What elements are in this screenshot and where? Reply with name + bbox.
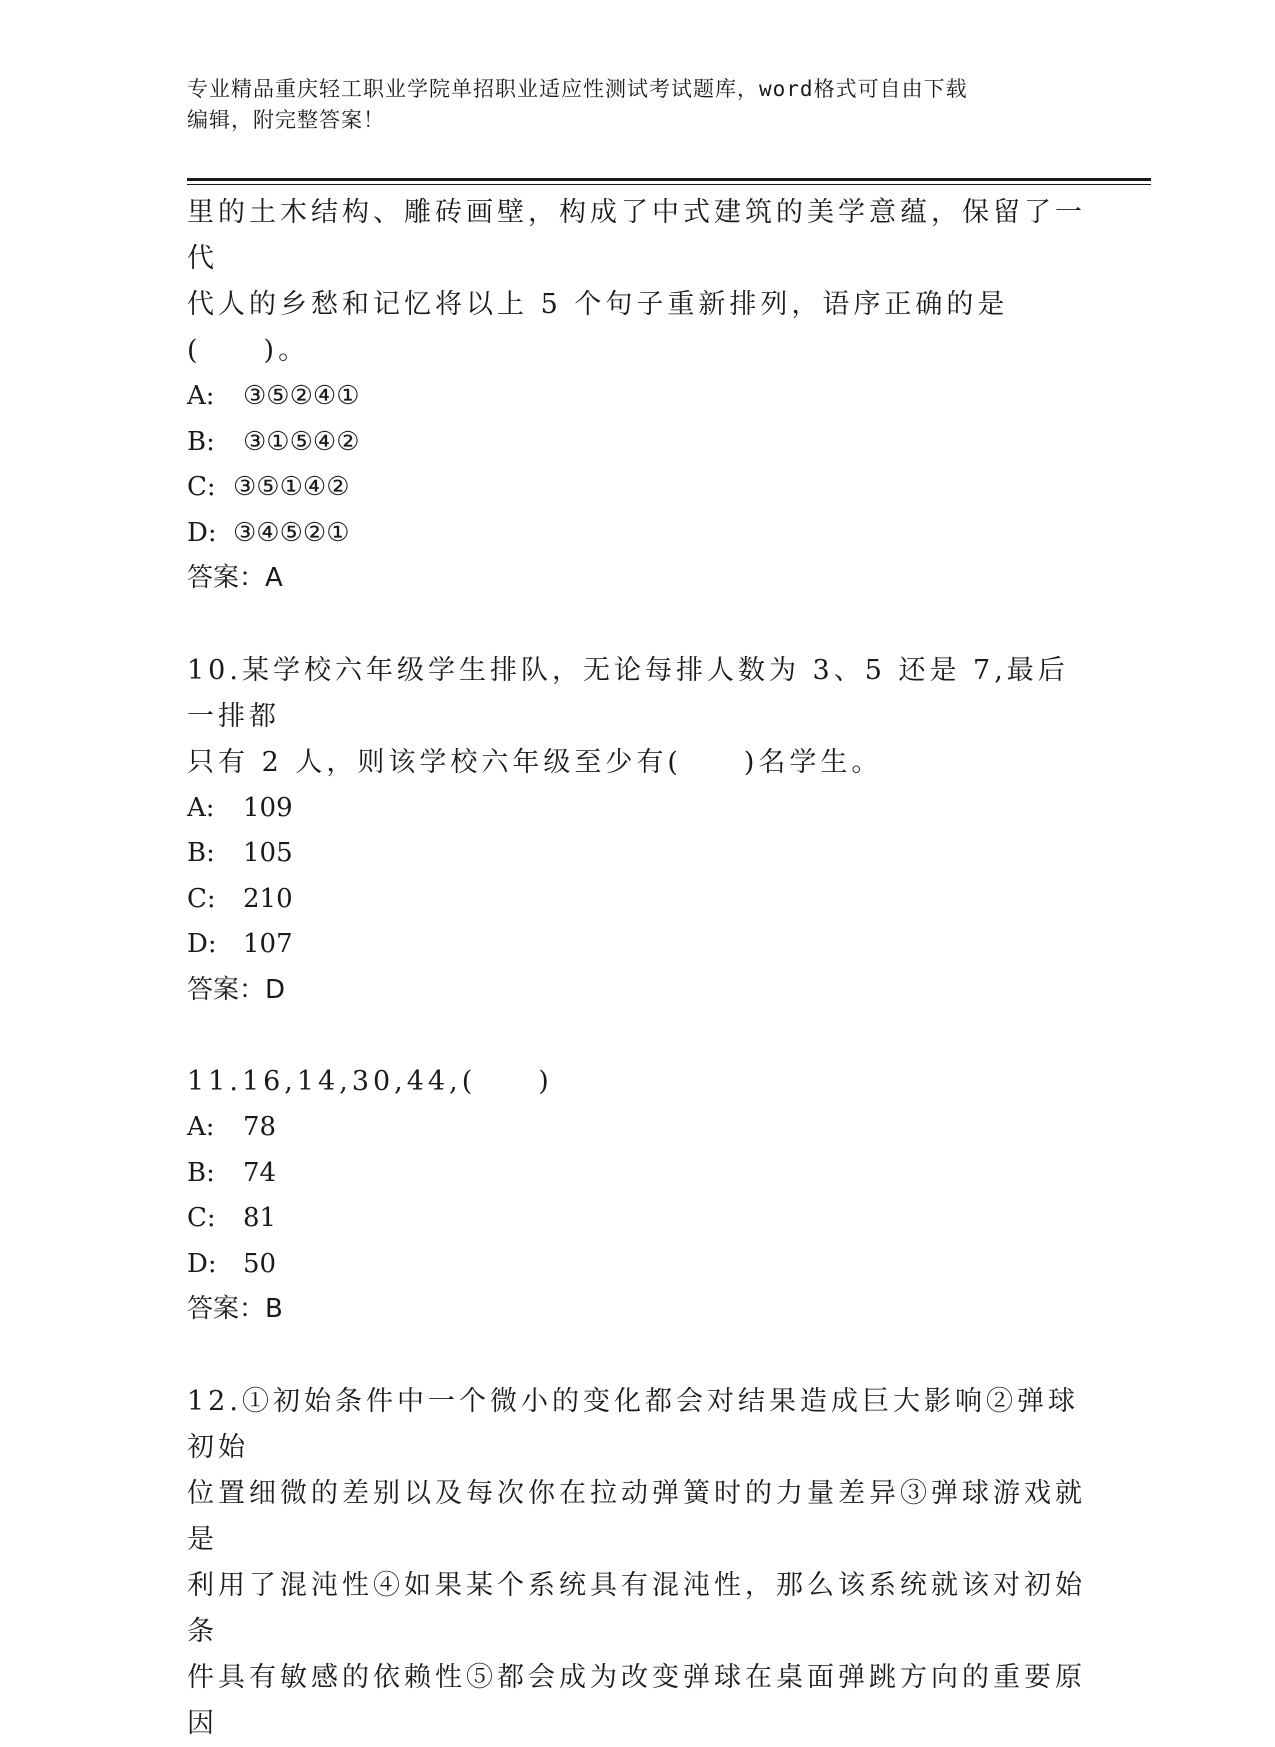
question-11 [187, 1059, 1087, 1333]
question-12 [187, 1379, 1087, 1747]
answer-line: 答案：A [187, 563, 283, 593]
question-text-line: 里的土木结构、雕砖画壁，构成了中式建筑的美学意蕴，保留了一代 [187, 197, 1086, 274]
option-value: ③①⑤④② [243, 426, 360, 457]
option-key: D: [187, 517, 217, 548]
header-line-2: 编辑，附完整答案！ [187, 108, 385, 132]
option-a [187, 374, 1087, 420]
question-text-line: 利用了混沌性④如果某个系统具有混沌性，那么该系统就该对初始条 [187, 1569, 1086, 1647]
option-b [187, 831, 1087, 877]
option-value: 105 [243, 838, 293, 868]
option-key: A: [187, 381, 215, 411]
question-text-line: 件具有敏感的依赖性⑤都会成为改变弹球在桌面弹跳方向的重要原因 [187, 1661, 1086, 1739]
document-body [187, 190, 1087, 1747]
question-text-line: 12.①初始条件中一个微小的变化都会对结果造成巨大影响②弹球初始 [187, 1385, 1079, 1463]
option-d [187, 1242, 1087, 1288]
option-key: B: [187, 426, 215, 457]
option-d [187, 511, 1087, 557]
document-header [187, 74, 1067, 136]
option-value: 74 [243, 1157, 277, 1188]
option-value: ③④⑤②① [233, 517, 350, 548]
option-key: C: [187, 1203, 216, 1233]
option-c [187, 465, 1087, 511]
option-key: C: [187, 472, 216, 502]
answer-line: 答案：B [187, 1294, 283, 1324]
option-key: C: [187, 883, 216, 914]
question-10 [187, 648, 1087, 1014]
question-text-line: 代人的乡愁和记忆将以上 5 个句子重新排列，语序正确的是( )。 [187, 289, 1009, 366]
option-value: 109 [243, 792, 293, 823]
option-c [187, 1196, 1087, 1242]
option-key: D: [187, 929, 217, 959]
option-value: 50 [243, 1248, 277, 1279]
option-value: 78 [243, 1112, 277, 1142]
question-9 [187, 190, 1087, 602]
option-a [187, 1105, 1087, 1151]
header-divider-thick [187, 178, 1151, 181]
option-b [187, 420, 1087, 466]
option-value: 210 [243, 883, 293, 914]
header-divider-thin [187, 184, 1151, 185]
option-key: D: [187, 1248, 217, 1279]
option-a [187, 786, 1087, 832]
spacer [187, 602, 1087, 648]
option-key: A: [187, 792, 215, 823]
question-text-line: 只有 2 人，则该学校六年级至少有( )名学生。 [187, 746, 883, 778]
spacer [187, 1333, 1087, 1379]
option-value: ③⑤②④① [243, 381, 360, 411]
answer-line: 答案：D [187, 974, 286, 1005]
option-value: 107 [243, 929, 293, 959]
spacer [187, 1013, 1087, 1059]
option-d [187, 922, 1087, 968]
question-text-line: 11.16,14,30,44,( ) [187, 1066, 553, 1097]
question-text-line: 位置细微的差别以及每次你在拉动弹簧时的力量差异③弹球游戏就是 [187, 1477, 1086, 1555]
option-value: ③⑤①④② [233, 472, 350, 502]
option-b [187, 1151, 1087, 1197]
option-value: 81 [243, 1203, 277, 1233]
option-key: A: [187, 1112, 215, 1142]
question-text-line: 10.某学校六年级学生排队，无论每排人数为 3、5 还是 7,最后一排都 [187, 654, 1069, 732]
option-key: B: [187, 838, 215, 868]
option-c [187, 877, 1087, 923]
header-line-1: 专业精品重庆轻工职业学院单招职业适应性测试考试题库，word格式可自由下载 [187, 77, 968, 101]
option-key: B: [187, 1157, 215, 1188]
